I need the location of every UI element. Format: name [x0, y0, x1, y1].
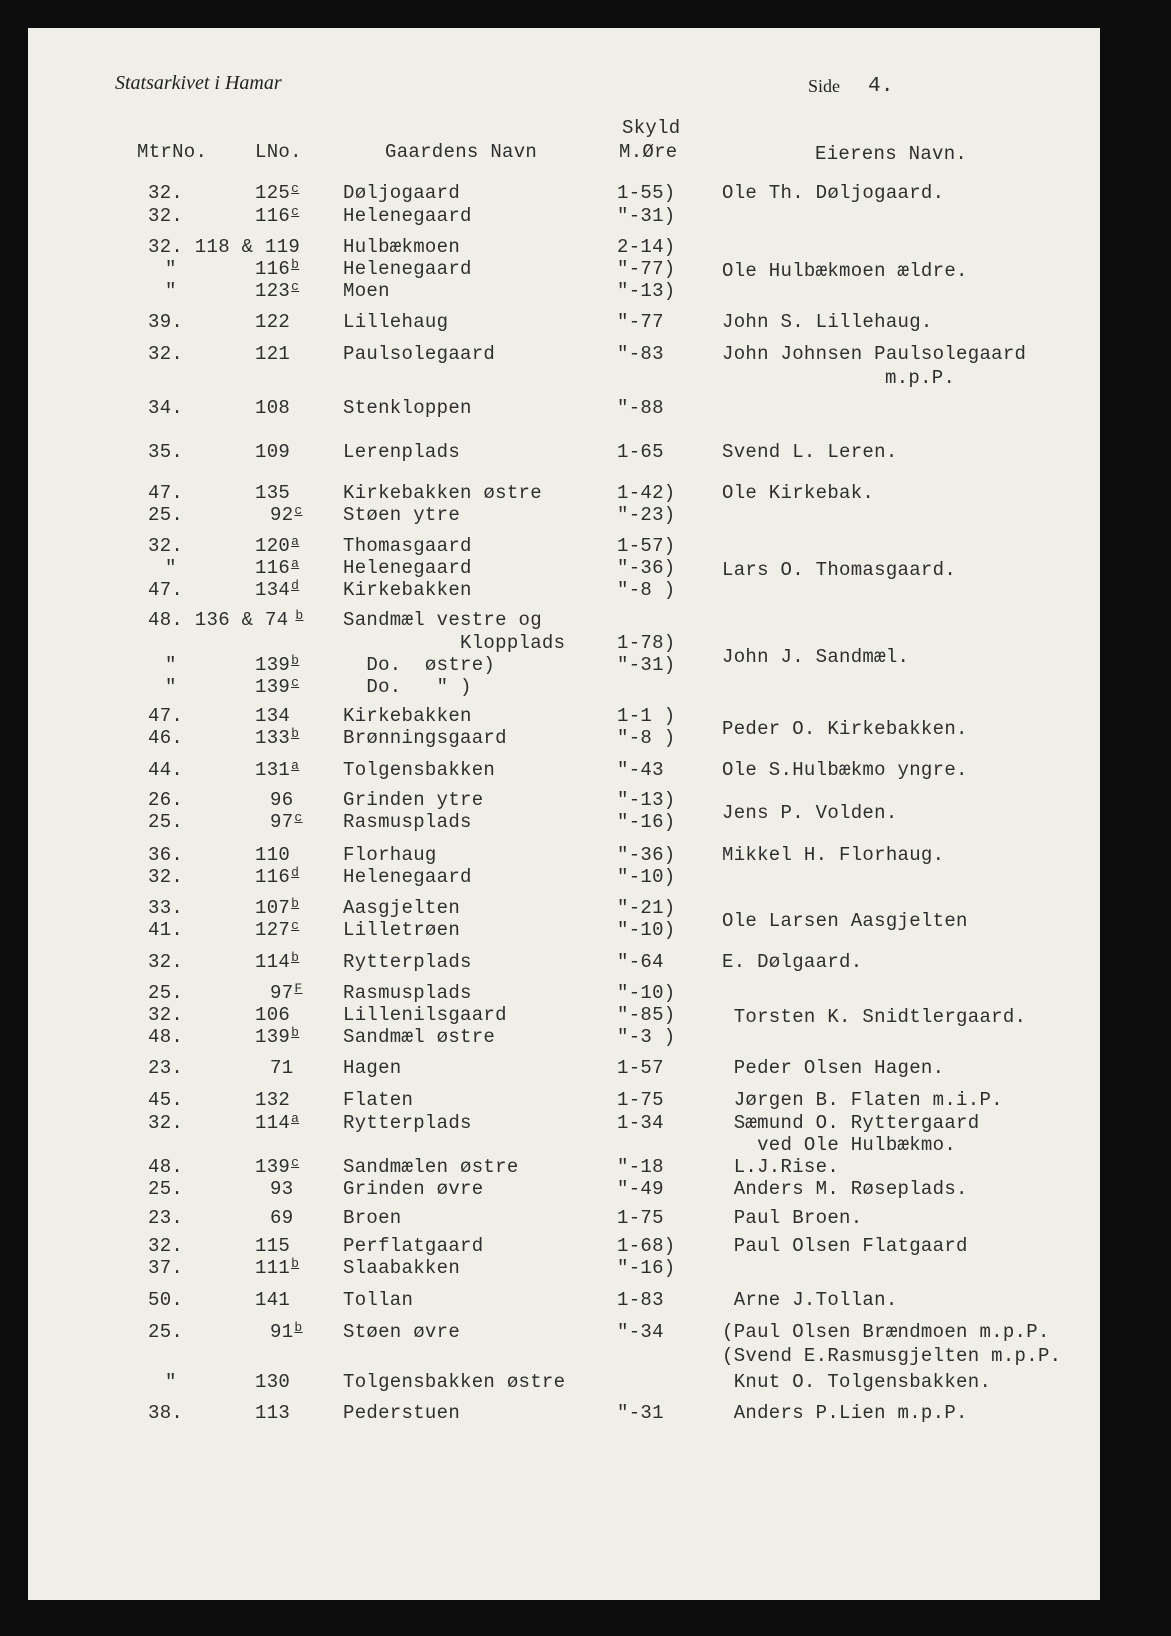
lno-number: 122 — [255, 311, 291, 333]
lno-cell — [255, 1291, 290, 1310]
mtrno-cell: " — [165, 1371, 177, 1393]
skyld-cell: "-13) — [617, 280, 676, 302]
lno-suffix: b — [291, 1256, 300, 1271]
skyld-cell: "-77 — [617, 311, 664, 333]
lno-number: 132 — [255, 1089, 291, 1111]
lno-suffix: a — [291, 556, 300, 571]
lno-cell — [255, 484, 290, 503]
skyld-cell: "-18 — [617, 1156, 664, 1178]
mtrno-cell: 32. — [148, 343, 184, 365]
farm-name-cell: Kirkebakken — [343, 579, 472, 601]
farm-name-cell: Pederstuen — [343, 1402, 461, 1424]
skyld-cell: 1-83 — [617, 1289, 664, 1311]
mtrno-cell: " — [165, 654, 177, 676]
lno-number: 134 — [255, 579, 291, 601]
mtrno-cell: 47. — [148, 705, 184, 727]
owner-cell: Paul Broen. — [722, 1207, 863, 1229]
farm-name-cell: Lillenilsgaard — [343, 1004, 507, 1026]
owner-cell: Arne J.Tollan. — [722, 1289, 898, 1311]
farm-name-cell: Broen — [343, 1207, 402, 1229]
owner-cell: Ole Th. Døljogaard. — [722, 182, 945, 204]
lno-number: 107 — [255, 897, 291, 919]
farm-name-cell: Helenegaard — [343, 205, 472, 227]
lno-suffix: d — [291, 578, 300, 593]
lno-cell — [255, 846, 290, 865]
owner-cell: Sæmund O. Ryttergaard — [722, 1112, 980, 1134]
lno-suffix: c — [291, 279, 300, 294]
farm-name-cell: Stenkloppen — [343, 397, 472, 419]
col-header-gaardens-navn: Gaardens Navn — [385, 141, 538, 163]
owner-cell: Ole Kirkebak. — [722, 482, 875, 504]
owner-cell: Ole Hulbækmoen ældre. — [722, 260, 968, 282]
mtrno-cell: 50. — [148, 1289, 184, 1311]
skyld-cell: "-3 ) — [617, 1026, 676, 1048]
skyld-cell: "-8 ) — [617, 727, 676, 749]
owner-cell: Svend L. Leren. — [722, 441, 898, 463]
lno-cell — [270, 503, 303, 526]
skyld-cell: 1-42) — [617, 482, 676, 504]
mtrno-cell: 35. — [148, 441, 184, 463]
skyld-cell: "-16) — [617, 811, 676, 833]
lno-number: 133 — [255, 727, 291, 749]
mtrno-cell: 47. — [148, 579, 184, 601]
lno-number: 116 — [255, 258, 291, 280]
farm-name-cell: Sandmæl vestre og — [343, 609, 542, 631]
skyld-cell: "-64 — [617, 951, 664, 973]
lno-number: 139 — [255, 1156, 291, 1178]
owner-cell: ved Ole Hulbækmo. — [722, 1134, 957, 1156]
lno-number: 127 — [255, 919, 291, 941]
mtrno-cell: 32. — [148, 535, 184, 557]
skyld-cell: "-85) — [617, 1004, 676, 1026]
lno-suffix: F — [294, 981, 303, 996]
farm-name-cell: Do. østre) — [343, 654, 496, 676]
mtrno-cell: 32. — [148, 866, 184, 888]
skyld-cell: 1-75 — [617, 1207, 664, 1229]
owner-cell: Anders P.Lien m.p.P. — [722, 1402, 968, 1424]
farm-name-cell: Rasmusplads — [343, 982, 472, 1004]
farm-name-cell: Brønningsgaard — [343, 727, 507, 749]
farm-name-cell: Tollan — [343, 1289, 414, 1311]
owner-cell: John Johnsen Paulsolegaard — [722, 343, 1027, 365]
skyld-cell: "-21) — [617, 897, 676, 919]
lno-cell — [255, 1025, 300, 1048]
skyld-cell: "-23) — [617, 504, 676, 526]
mtrno-cell: 33. — [148, 897, 184, 919]
farm-name-cell: Kirkebakken østre — [343, 482, 542, 504]
farm-name-cell: Helenegaard — [343, 557, 472, 579]
lno-cell — [255, 313, 290, 332]
lno-cell — [255, 707, 290, 726]
lno-suffix: c — [291, 181, 300, 196]
owner-cell: John J. Sandmæl. — [722, 646, 910, 668]
skyld-cell: 2-14) — [617, 236, 676, 258]
lno-cell — [255, 950, 300, 973]
lno-cell — [255, 534, 300, 557]
skyld-cell: "-31) — [617, 205, 676, 227]
archive-header: Statsarkivet i Hamar — [115, 72, 282, 94]
lno-number: 97 — [270, 811, 294, 833]
lno-number: 71 — [270, 1057, 294, 1079]
owner-cell: Knut O. Tolgensbakken. — [722, 1371, 992, 1393]
lno-number: 130 — [255, 1371, 291, 1393]
lno-suffix: a — [291, 758, 300, 773]
mtrno-cell: 32. — [148, 182, 184, 204]
mtrno-cell: 48. — [148, 1026, 184, 1048]
lno-cell — [270, 810, 303, 833]
lno-suffix: c — [291, 1155, 300, 1170]
mtrno-cell: 46. — [148, 727, 184, 749]
farm-name-cell: Grinden øvre — [343, 1178, 484, 1200]
owner-cell: Peder O. Kirkebakken. — [722, 718, 968, 740]
farm-name-cell: Tolgensbakken — [343, 759, 496, 781]
mtrno-cell: 45. — [148, 1089, 184, 1111]
lno-number: 108 — [255, 397, 291, 419]
lno-suffix: c — [294, 503, 303, 518]
lno-cell — [270, 1180, 293, 1199]
mtrno-cell: 44. — [148, 759, 184, 781]
lno-number: 125 — [255, 182, 291, 204]
lno-cell — [255, 1155, 300, 1178]
mtrno-cell: 47. — [148, 482, 184, 504]
mtrno-cell: 25. — [148, 504, 184, 526]
skyld-cell: "-34 — [617, 1321, 664, 1343]
skyld-cell: "-10) — [617, 866, 676, 888]
lno-number: 121 — [255, 343, 291, 365]
lno-cell — [255, 443, 290, 462]
skyld-cell: 1-75 — [617, 1089, 664, 1111]
lno-suffix: c — [291, 204, 300, 219]
lno-cell — [255, 675, 300, 698]
mtrno-cell: " — [165, 280, 177, 302]
skyld-cell: "-36) — [617, 557, 676, 579]
lno-suffix: d — [291, 865, 300, 880]
col-header-eierens-navn: Eierens Navn. — [815, 143, 968, 165]
col-header-mtrno: MtrNo. — [137, 141, 208, 163]
owner-cell: m.p.P. — [885, 367, 956, 389]
mtrno-cell: 25. — [148, 1321, 184, 1343]
owner-cell: Ole S.Hulbækmo yngre. — [722, 759, 968, 781]
lno-number: 113 — [255, 1402, 291, 1424]
lno-suffix: b — [294, 1320, 303, 1335]
lno-cell — [255, 279, 300, 302]
lno-number: 135 — [255, 482, 291, 504]
farm-name-cell: Aasgjelten — [343, 897, 461, 919]
farm-name-cell: Døljogaard — [343, 182, 461, 204]
mtrno-cell: " — [165, 557, 177, 579]
lno-cell — [255, 865, 300, 888]
mtrno-cell: " — [165, 676, 177, 698]
farm-name-cell: Kirkebakken — [343, 705, 472, 727]
owner-cell: John S. Lillehaug. — [722, 311, 933, 333]
lno-number: 134 — [255, 705, 291, 727]
owner-cell: Mikkel H. Florhaug. — [722, 844, 945, 866]
lno-number: 114 — [255, 951, 291, 973]
lno-number: 92 — [270, 504, 294, 526]
lno-number: 120 — [255, 535, 291, 557]
lno-cell — [255, 1373, 290, 1392]
farm-name-cell: Moen — [343, 280, 390, 302]
farm-name-cell: Tolgensbakken østre — [343, 1371, 566, 1393]
skyld-cell: 1-57) — [617, 535, 676, 557]
lno-number: 123 — [255, 280, 291, 302]
lno-cell — [255, 1091, 290, 1110]
mtrno-cell: 23. — [148, 1207, 184, 1229]
owner-cell: (Paul Olsen Brændmoen m.p.P. — [722, 1321, 1050, 1343]
lno-suffix: b — [291, 950, 300, 965]
lno-cell — [255, 1404, 290, 1423]
farm-name-cell: Helenegaard — [343, 258, 472, 280]
owner-cell: Torsten K. Snidtlergaard. — [722, 1006, 1027, 1028]
skyld-cell: "-36) — [617, 844, 676, 866]
owner-cell: (Svend E.Rasmusgjelten m.p.P. — [722, 1345, 1062, 1367]
farm-name-cell: Paulsolegaard — [343, 343, 496, 365]
skyld-cell: 1-34 — [617, 1112, 664, 1134]
skyld-cell: "-31 — [617, 1402, 664, 1424]
mtrno-cell: 32. 118 & 119 — [148, 236, 301, 258]
lno-number: 69 — [270, 1207, 294, 1229]
farm-name-cell: Slaabakken — [343, 1257, 461, 1279]
lno-cell — [255, 399, 290, 418]
mtrno-cell: 32. — [148, 951, 184, 973]
mtrno-cell: 48. 136 & 74 — [148, 609, 289, 631]
col-header-skyld: Skyld — [622, 117, 681, 139]
farm-name-cell: Sandmælen østre — [343, 1156, 519, 1178]
owner-cell: Lars O. Thomasgaard. — [722, 559, 957, 581]
mtrno-cell: 32. — [148, 1112, 184, 1134]
skyld-cell: 1-1 ) — [617, 705, 676, 727]
owner-cell: Paul Olsen Flatgaard — [722, 1235, 968, 1257]
owner-cell: Jørgen B. Flaten m.i.P. — [722, 1089, 1003, 1111]
lno-number: 91 — [270, 1321, 294, 1343]
owner-cell: Jens P. Volden. — [722, 802, 898, 824]
farm-name-cell: Klopplads — [343, 632, 566, 654]
skyld-cell: 1-57 — [617, 1057, 664, 1079]
mtrno-cell: 39. — [148, 311, 184, 333]
owner-cell: L.J.Rise. — [722, 1156, 840, 1178]
col-header-lno: LNo. — [255, 141, 302, 163]
lno-cell — [270, 1209, 293, 1228]
skyld-cell: "-10) — [617, 919, 676, 941]
farm-name-cell: Perflatgaard — [343, 1235, 484, 1257]
lno-cell — [255, 726, 300, 749]
skyld-cell: "-43 — [617, 759, 664, 781]
lno-number: 97 — [270, 982, 294, 1004]
mtrno-cell: 25. — [148, 982, 184, 1004]
skyld-cell: "-49 — [617, 1178, 664, 1200]
mtrno-cell: 32. — [148, 1004, 184, 1026]
skyld-cell: "-13) — [617, 789, 676, 811]
lno-number: 114 — [255, 1112, 291, 1134]
mtrno-cell: 37. — [148, 1257, 184, 1279]
lno-number: 111 — [255, 1257, 291, 1279]
lno-suffix: b — [295, 608, 304, 623]
skyld-cell: 1-65 — [617, 441, 664, 463]
lno-cell — [270, 1059, 293, 1078]
lno-number: 116 — [255, 205, 291, 227]
mtrno-cell: 25. — [148, 1178, 184, 1200]
farm-name-cell: Rytterplads — [343, 951, 472, 973]
mtrno-cell: 38. — [148, 1402, 184, 1424]
skyld-cell: "-83 — [617, 343, 664, 365]
farm-name-cell: Lerenplads — [343, 441, 461, 463]
lno-suffix: b — [291, 896, 300, 911]
lno-suffix: c — [291, 918, 300, 933]
lno-number: 93 — [270, 1178, 294, 1200]
lno-suffix: c — [291, 675, 300, 690]
lno-number: 116 — [255, 866, 291, 888]
lno-number: 139 — [255, 676, 291, 698]
farm-name-cell: Thomasgaard — [343, 535, 472, 557]
lno-number: 106 — [255, 1004, 291, 1026]
farm-name-cell: Hagen — [343, 1057, 402, 1079]
farm-name-cell: Sandmæl østre — [343, 1026, 496, 1048]
mtrno-cell: 32. — [148, 205, 184, 227]
farm-name-cell: Grinden ytre — [343, 789, 484, 811]
farm-name-cell: Hulbækmoen — [343, 236, 461, 258]
mtrno-cell: " — [165, 258, 177, 280]
lno-suffix: a — [291, 1111, 300, 1126]
mtrno-cell: 32. — [148, 1235, 184, 1257]
page-number: 4. — [868, 75, 894, 98]
owner-cell: Anders M. Røseplads. — [722, 1178, 968, 1200]
lno-suffix: a — [291, 534, 300, 549]
skyld-cell: 1-55) — [617, 182, 676, 204]
farm-name-cell: Helenegaard — [343, 866, 472, 888]
lno-number: 141 — [255, 1289, 291, 1311]
farm-name-cell: Florhaug — [343, 844, 437, 866]
farm-name-cell: Rasmusplads — [343, 811, 472, 833]
lno-suffix: b — [291, 1025, 300, 1040]
lno-cell — [294, 608, 304, 630]
farm-name-cell: Rytterplads — [343, 1112, 472, 1134]
owner-cell: E. Dølgaard. — [722, 951, 863, 973]
lno-cell — [255, 1237, 290, 1256]
farm-name-cell: Lillehaug — [343, 311, 449, 333]
lno-suffix: c — [294, 810, 303, 825]
lno-number: 96 — [270, 789, 294, 811]
lno-number: 139 — [255, 654, 291, 676]
lno-number: 115 — [255, 1235, 291, 1257]
lno-number: 110 — [255, 844, 291, 866]
skyld-cell: "-10) — [617, 982, 676, 1004]
mtrno-cell: 25. — [148, 811, 184, 833]
skyld-cell: 1-78) — [617, 632, 676, 654]
mtrno-cell: 34. — [148, 397, 184, 419]
owner-cell: Peder Olsen Hagen. — [722, 1057, 945, 1079]
farm-name-cell: Do. " ) — [343, 676, 472, 698]
lno-cell — [255, 578, 300, 601]
lno-cell — [255, 918, 300, 941]
lno-cell — [270, 981, 303, 1004]
skyld-cell: "-88 — [617, 397, 664, 419]
owner-cell: Ole Larsen Aasgjelten — [722, 910, 968, 932]
skyld-cell: "-8 ) — [617, 579, 676, 601]
mtrno-cell: 36. — [148, 844, 184, 866]
lno-number: 131 — [255, 759, 291, 781]
farm-name-cell: Flaten — [343, 1089, 414, 1111]
lno-cell — [255, 257, 300, 280]
lno-number: 139 — [255, 1026, 291, 1048]
mtrno-cell: 48. — [148, 1156, 184, 1178]
lno-number: 116 — [255, 557, 291, 579]
page-label: Side — [808, 76, 841, 96]
farm-name-cell: Støen ytre — [343, 504, 461, 526]
lno-number: 109 — [255, 441, 291, 463]
lno-cell — [255, 1256, 300, 1279]
lno-suffix: b — [291, 726, 300, 741]
lno-cell — [270, 791, 293, 810]
lno-cell — [255, 345, 290, 364]
lno-cell — [255, 1111, 300, 1134]
farm-name-cell: Lilletrøen — [343, 919, 461, 941]
lno-cell — [255, 1006, 290, 1025]
lno-cell — [270, 1320, 303, 1343]
skyld-cell: "-16) — [617, 1257, 676, 1279]
mtrno-cell: 41. — [148, 919, 184, 941]
lno-cell — [255, 896, 300, 919]
col-header-more: M.Øre — [619, 141, 678, 163]
lno-cell — [255, 181, 300, 204]
lno-cell — [255, 556, 300, 579]
lno-suffix: b — [291, 257, 300, 272]
skyld-cell: "-31) — [617, 654, 676, 676]
mtrno-cell: 26. — [148, 789, 184, 811]
skyld-cell: 1-68) — [617, 1235, 676, 1257]
skyld-cell: "-77) — [617, 258, 676, 280]
mtrno-cell: 23. — [148, 1057, 184, 1079]
lno-suffix: b — [291, 653, 300, 668]
farm-name-cell: Støen øvre — [343, 1321, 461, 1343]
lno-cell — [255, 758, 300, 781]
lno-cell — [255, 653, 300, 676]
lno-cell — [255, 204, 300, 227]
